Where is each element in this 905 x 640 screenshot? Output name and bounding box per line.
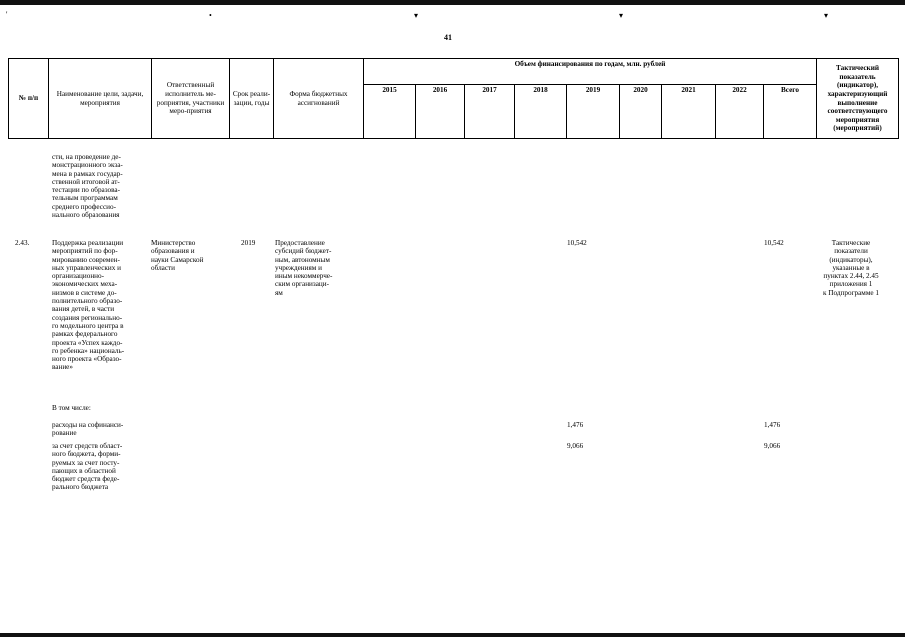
header-year-2015: 2015: [364, 85, 416, 139]
header-year-2016: 2016: [416, 85, 465, 139]
header-num: № п/п: [9, 59, 49, 139]
scan-speck: ▾: [619, 11, 624, 20]
row-term: 2019: [241, 239, 256, 247]
including-label: В том числе:: [52, 404, 91, 412]
row-responsible: Министерство образования и науки Самарской области: [151, 239, 204, 272]
scan-speck: •: [209, 11, 212, 20]
row-value-2019: 10,542: [567, 239, 587, 247]
cofinancing-value-total: 1,476: [764, 421, 781, 429]
header-year-2020: 2020: [620, 85, 662, 139]
header-responsible: Ответственный исполнитель ме-роприятия, участники меро-приятия: [152, 59, 230, 139]
regional-value-total: 9,066: [764, 442, 781, 450]
row-name: Поддержка реализации мероприятий по фор- мированию современ- ных управленческих и организационно- экономических меха- низмов в системе до- полнительного образо- вания детей, в части создания регионально- го модельного центра в рамках федерального проекта «Успех каждо- го ребенка» националь- ного проекта «Образо- вание»: [52, 239, 125, 372]
header-year-2019: 2019: [567, 85, 620, 139]
header-total: Всего: [764, 85, 817, 139]
header-form: Форма бюджетных ассигнований: [274, 59, 364, 139]
header-year-2017: 2017: [465, 85, 515, 139]
page-number: 41: [444, 33, 452, 42]
header-name: Наименование цели, задачи, мероприятия: [49, 59, 152, 139]
header-year-2021: 2021: [662, 85, 716, 139]
continuation-text: сти, на проведение де- монстрационного экза- мена в рамках государ- ственной итоговой ат- тестации по образова- тельным программам среднего профессио- нального образования: [52, 153, 123, 220]
header-funding: Объем финансирования по годам, млн. рублей: [364, 59, 817, 85]
row-number: 2.43.: [15, 239, 30, 247]
scan-speck: ▾: [824, 11, 829, 20]
row-indicator: Тактические показатели (индикаторы), указанные в пунктах 2.44, 2.45 приложения 1 к Подпрограмме 1: [823, 239, 879, 297]
header-indicator: Тактический показатель (индикатор), характеризующий выполнение соответствующего мероприятия (мероприятий): [817, 59, 899, 139]
cofinancing-value-2019: 1,476: [567, 421, 584, 429]
regional-value-2019: 9,066: [567, 442, 584, 450]
row-value-total: 10,542: [764, 239, 784, 247]
scan-speck: ': [6, 10, 8, 19]
header-year-2022: 2022: [716, 85, 764, 139]
header-year-2018: 2018: [515, 85, 567, 139]
cofinancing-name: расходы на софинанси- рование: [52, 421, 124, 438]
scan-speck: ▾: [414, 11, 419, 20]
header-term: Срок реали-зации, годы: [230, 59, 274, 139]
row-form: Предоставление субсидий бюджет- ным, автономным учреждениям и иным некоммерче- ским организаци- ям: [275, 239, 333, 297]
regional-name: за счет средств област- ного бюджета, форми- руемых за счет посту- пающих в областной бюджет средств феде- рального бюджета: [52, 442, 123, 492]
